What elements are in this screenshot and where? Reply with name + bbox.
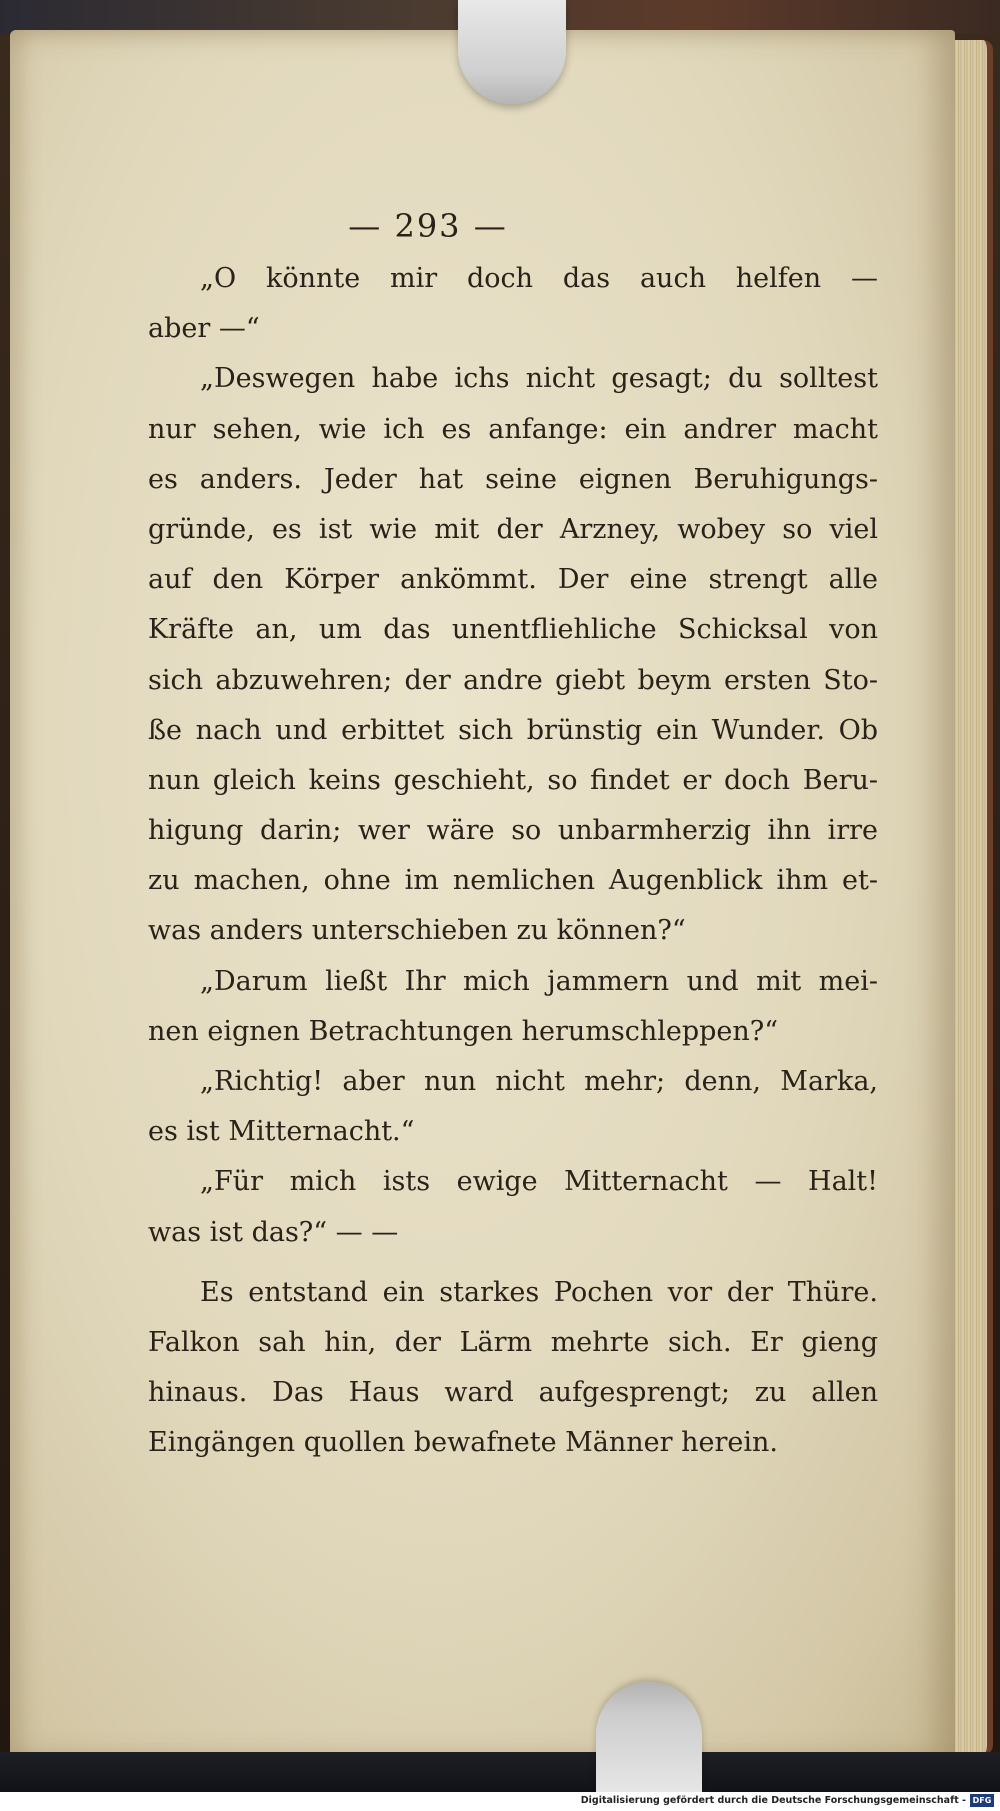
text-line: hinaus. Das Haus ward aufgesprengt; zu allen bbox=[148, 1377, 878, 1409]
text-line: aber —“ bbox=[148, 313, 260, 345]
paragraph-gap bbox=[148, 1258, 878, 1268]
text-line: auf den Körper ankömmt. Der eine strengt alle bbox=[148, 564, 878, 596]
text-line: „Richtig! aber nun nicht mehr; denn, Marka, bbox=[200, 1066, 878, 1097]
text-line: was ist das?“ — — bbox=[148, 1216, 399, 1248]
text-line: higung darin; wer wäre so unbarmherzig ihn irre bbox=[148, 815, 878, 847]
text-line: nur sehen, wie ich es anfange: ein andrer macht bbox=[148, 413, 878, 445]
text-line: Kräfte an, um das unentfliehliche Schicksal von bbox=[148, 614, 878, 646]
text-line: „Für mich ists ewige Mitternacht — Halt! bbox=[200, 1166, 878, 1198]
digitization-credit: Digitalisierung gefördert durch die Deutsche Forschungsgemeinschaft - bbox=[580, 1795, 966, 1806]
text-line: gründe, es ist wie mit der Arzney, wobey so viel bbox=[148, 513, 878, 545]
page-text bbox=[148, 200, 878, 1469]
text-line: es anders. Jeder hat seine eignen Beruhigungs- bbox=[148, 463, 878, 495]
text-line: „Darum ließt Ihr mich jammern und mit mei- bbox=[200, 965, 878, 997]
text-line: nen eignen Betrachtungen herumschleppen?“ bbox=[148, 1015, 779, 1047]
text-line: es ist Mitternacht.“ bbox=[148, 1116, 415, 1148]
page-number: — 293 — bbox=[348, 207, 508, 245]
text-line: Es entstand ein starkes Pochen vor der Thüre. bbox=[200, 1276, 878, 1308]
text-line: ße nach und erbittet sich brünstig ein Wunder. Ob bbox=[148, 714, 878, 746]
dfg-logo: DFG bbox=[970, 1794, 994, 1807]
text-line: „O könnte mir doch das auch helfen — bbox=[200, 263, 878, 294]
text-line: Eingängen quollen bewafnete Männer herein. bbox=[148, 1427, 778, 1459]
text-line: zu machen, ohne im nemlichen Augenblick ihm et- bbox=[148, 865, 878, 897]
text-line: sich abzuwehren; der andre giebt beym ersten Sto- bbox=[148, 664, 878, 696]
text-line: Falkon sah hin, der Lärm mehrte sich. Er gieng bbox=[148, 1326, 878, 1358]
book-bottom-edge bbox=[0, 1752, 1000, 1792]
page-clip-top bbox=[458, 0, 566, 104]
text-line: was anders unterschieben zu können?“ bbox=[148, 915, 686, 947]
page-clip-bottom bbox=[596, 1682, 702, 1792]
text-line: „Deswegen habe ichs nicht gesagt; du solltest bbox=[200, 363, 878, 395]
text-line: nun gleich keins geschieht, so findet er doch Beru- bbox=[148, 764, 878, 796]
